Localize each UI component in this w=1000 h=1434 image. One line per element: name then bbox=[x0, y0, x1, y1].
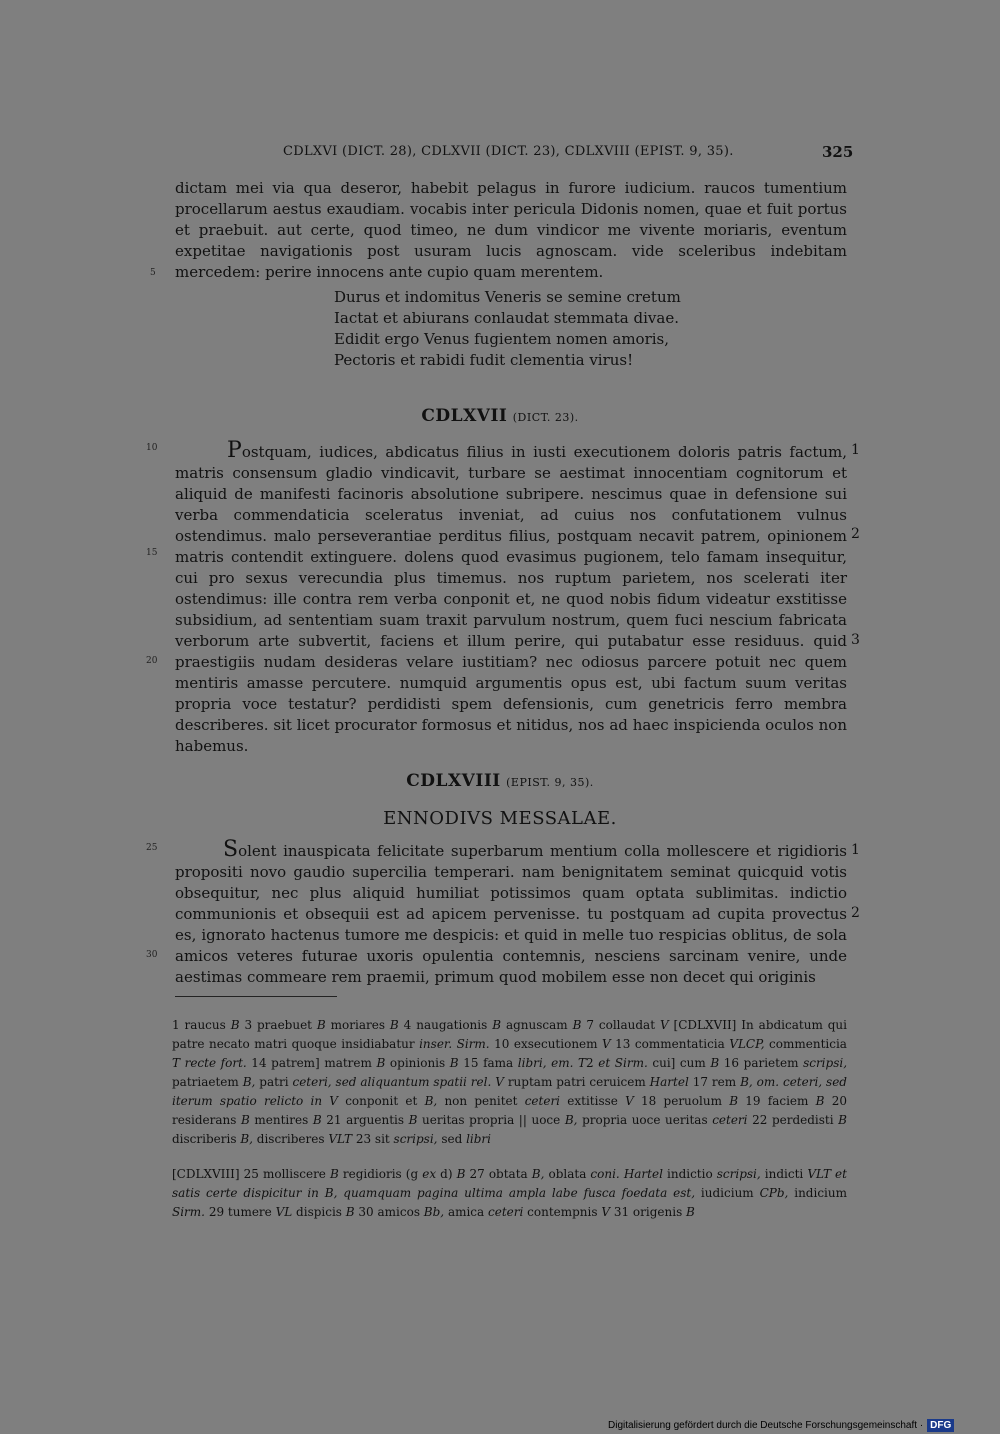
letter-title: ENNODIVS MESSALAE. bbox=[383, 808, 617, 829]
siglum: B bbox=[345, 1205, 355, 1219]
apparatus-entries bbox=[172, 1016, 847, 1149]
line-number: 25 bbox=[146, 843, 158, 853]
siglum: B bbox=[815, 1094, 825, 1108]
siglum: et Sirm. bbox=[593, 1056, 648, 1070]
note-text: propria uoce ueritas bbox=[577, 1113, 713, 1127]
siglum: CPb, bbox=[759, 1186, 789, 1200]
note-text: 29 tumere bbox=[205, 1205, 276, 1219]
credit-text: Digitalisierung gefördert durch die Deutsche Forschungsgemeinschaft · bbox=[608, 1420, 924, 1431]
siglum: ceteri bbox=[524, 1094, 561, 1108]
note-text: patri bbox=[255, 1075, 293, 1089]
paragraph-number: 1 bbox=[851, 842, 860, 858]
note-text: iudicium bbox=[695, 1186, 760, 1200]
siglum: VL bbox=[275, 1205, 293, 1219]
note-text: d) bbox=[436, 1167, 457, 1181]
siglum: B, bbox=[424, 1094, 438, 1108]
siglum: B bbox=[686, 1205, 695, 1219]
siglum: B, bbox=[531, 1167, 545, 1181]
section-heading-468 bbox=[0, 771, 1000, 791]
poem-line: Edidit ergo Venus fugientem nomen amoris, bbox=[334, 330, 670, 348]
note-text: 10 exsecutionem bbox=[489, 1037, 603, 1051]
note-text: contempnis bbox=[523, 1205, 602, 1219]
note-text: cui] cum bbox=[647, 1056, 711, 1070]
siglum: V bbox=[625, 1094, 634, 1108]
siglum: B, om. ceteri, sed iterum spatio relicto in V bbox=[172, 1075, 847, 1108]
siglum: B bbox=[838, 1113, 847, 1127]
note-text: [CDLXVIII] 25 molliscere bbox=[172, 1167, 330, 1181]
siglum: ceteri bbox=[712, 1113, 748, 1127]
note-text: regidioris (g bbox=[338, 1167, 423, 1181]
note-text: extitisse bbox=[560, 1094, 626, 1108]
note-text: patriaetem bbox=[172, 1075, 243, 1089]
siglum: B bbox=[492, 1018, 502, 1032]
line-number: 5 bbox=[150, 268, 156, 278]
note-text: [CDLXVII] In abdicatum qui patre necato matri quoque insidiabatur bbox=[172, 1018, 847, 1051]
siglum: Sirm. bbox=[172, 1205, 205, 1219]
siglum: libri, em. T bbox=[517, 1056, 587, 1070]
note-text: mentires bbox=[249, 1113, 313, 1127]
note-text: 16 parietem bbox=[719, 1056, 804, 1070]
apparatus-criticus-468 bbox=[172, 1165, 847, 1222]
siglum: B, bbox=[240, 1132, 253, 1146]
line-number: 30 bbox=[146, 950, 158, 960]
apparatus-criticus-467 bbox=[172, 1016, 847, 1149]
note-text: commenticia bbox=[764, 1037, 847, 1051]
siglum: ex bbox=[422, 1167, 437, 1181]
siglum: B bbox=[312, 1113, 322, 1127]
siglum: B bbox=[456, 1167, 466, 1181]
siglum: B, bbox=[242, 1075, 256, 1089]
note-text: indicium bbox=[788, 1186, 847, 1200]
siglum: V bbox=[602, 1037, 611, 1051]
note-text: indictio bbox=[662, 1167, 717, 1181]
siglum: V bbox=[659, 1018, 669, 1032]
note-text: oblata bbox=[544, 1167, 591, 1181]
siglum: VLT et satis certe dispicitur in B, quamquam pagina ultima ampla labe fusca foedata est, bbox=[172, 1167, 847, 1200]
note-text: 30 amicos bbox=[354, 1205, 424, 1219]
note-text: 31 origenis bbox=[610, 1205, 687, 1219]
siglum: scripsi, bbox=[393, 1132, 438, 1146]
note-text: ruptam patri ceruicem bbox=[503, 1075, 650, 1089]
note-text: conponit et bbox=[337, 1094, 425, 1108]
note-text: 19 faciem bbox=[738, 1094, 816, 1108]
siglum: coni. Hartel bbox=[590, 1167, 663, 1181]
siglum: inser. Sirm. bbox=[419, 1037, 490, 1051]
note-text: 14 patrem] matrem bbox=[246, 1056, 377, 1070]
siglum: B bbox=[729, 1094, 739, 1108]
line-number: 20 bbox=[146, 656, 158, 666]
paragraph-number: 3 bbox=[851, 632, 860, 648]
siglum: ceteri bbox=[488, 1205, 524, 1219]
note-text: 18 peruolum bbox=[633, 1094, 730, 1108]
siglum: Bb, bbox=[423, 1205, 445, 1219]
note-text: discriberes bbox=[252, 1132, 329, 1146]
siglum: B bbox=[389, 1018, 399, 1032]
section-467-text: ostquam, iudices, abdicatus filius in iusti executionem doloris patris factum, matris consensum gladio vindicavit, turbare se aestimat innocentiam cognitorum et aliquid de manifesti facinoris absolutione subripere. nescimus quae in defensione sui verba commendaticia sceleratus inveniat, ad cuius nos confutationem vulnus ostendimus. malo perseverantiae perditus filius, postquam necavit patrem, opinionem matris contendit extinguere. dolens quod evasimus pugionem, telo famam insequitur, cui pro sexus verecundia plus timemus. nos ruptum parietem, nos scelerati iter ostendimus: ille contra rem verba conponit et, ne quod nobis fidum videatur exstitisse subsidium, ad sententiam suam traxit parvulum nostrum, quem fuci nescium fabricata verborum arte subvertit, faciens et illum perire, qui putabatur esse residuus. quid praestigiis nudam desideras velare iustitiam? nec odiosus parcere potuit nec quem mentiris amasse percutere. numquid argumentis opus est, ubi factum suum veritas propria voce testatur? perdidisti spem defensionis, cum genetricis ferro membra describeres. sit licet procurator formosus et nitidus, nos ad haec inspicienda oculos non habemus. bbox=[175, 443, 847, 755]
siglum: B bbox=[408, 1113, 418, 1127]
siglum: libri bbox=[466, 1132, 492, 1146]
siglum: V bbox=[601, 1205, 611, 1219]
section-heading-467 bbox=[0, 406, 1000, 426]
note-text: indicti bbox=[760, 1167, 808, 1181]
siglum: B, bbox=[564, 1113, 578, 1127]
note-text: 2 bbox=[586, 1056, 594, 1070]
note-text: 22 perdedisti bbox=[747, 1113, 839, 1127]
poem-line: Durus et indomitus Veneris se semine cretum bbox=[334, 288, 681, 306]
footnote-rule bbox=[175, 996, 337, 997]
note-text: 7 collaudat bbox=[581, 1018, 660, 1032]
siglum: B bbox=[710, 1056, 720, 1070]
siglum: B bbox=[316, 1018, 326, 1032]
poem bbox=[334, 287, 681, 371]
siglum: B bbox=[572, 1018, 582, 1032]
note-text: 23 sit bbox=[352, 1132, 394, 1146]
section-number: CDLXVII bbox=[421, 406, 508, 426]
section-number: CDLXVIII bbox=[406, 771, 501, 791]
drop-capital: P bbox=[227, 438, 242, 463]
siglum: B bbox=[240, 1113, 250, 1127]
running-head: CDLXVI (DICT. 28), CDLXVII (DICT. 23), CDLXVIII (EPIST. 9, 35). bbox=[283, 144, 734, 159]
siglum: scripsi, bbox=[803, 1056, 848, 1070]
note-text: 1 raucus bbox=[172, 1018, 231, 1032]
note-text: 17 rem bbox=[688, 1075, 741, 1089]
page-number: 325 bbox=[822, 143, 854, 161]
note-text: amica bbox=[444, 1205, 488, 1219]
opening-prose bbox=[175, 178, 847, 283]
note-text: sed bbox=[437, 1132, 467, 1146]
siglum: VLCP, bbox=[729, 1037, 765, 1051]
section-468-body bbox=[175, 839, 847, 988]
line-number: 10 bbox=[146, 443, 158, 453]
note-text: dispicis bbox=[292, 1205, 346, 1219]
siglum: B bbox=[449, 1056, 459, 1070]
section-468-text: olent inauspicata felicitate superbarum mentium colla mollescere et rigidioris propositi novo gaudio supercilia temperari. nam benignitatem seminat quicquid votis obsequitur, nec plus aliquid humiliat potissimos quam optata sublimitas. indictio communionis et obsequii est ad apicem pervenisse. tu postquam ad cupita provectus es, ignorato hactenus tumore me despicis: et quid in melle tuo respicias oblitus, de sola amicos veteres futurae uxoris opulentia contemnis, nesciens sarcinam venire, unde aestimas commeare rem praemii, primum quod mobilem esse non decet qui originis bbox=[175, 842, 847, 986]
siglum: B bbox=[376, 1056, 386, 1070]
section-467-body bbox=[175, 440, 847, 757]
siglum: ceteri, sed aliquantum spatii rel. V bbox=[292, 1075, 504, 1089]
note-text: agnuscam bbox=[501, 1018, 573, 1032]
note-text: 21 arguentis bbox=[321, 1113, 409, 1127]
poem-line: Pectoris et rabidi fudit clementia virus! bbox=[334, 351, 634, 369]
siglum: Hartel bbox=[649, 1075, 689, 1089]
apparatus-entries bbox=[172, 1165, 847, 1222]
note-text: opinionis bbox=[385, 1056, 450, 1070]
paragraph-number: 1 bbox=[851, 442, 860, 458]
note-text: 15 fama bbox=[458, 1056, 518, 1070]
siglum: B bbox=[329, 1167, 339, 1181]
note-text: 4 naugationis bbox=[398, 1018, 493, 1032]
note-text: discriberis bbox=[172, 1132, 241, 1146]
siglum: B bbox=[230, 1018, 240, 1032]
siglum: T recte fort. bbox=[172, 1056, 247, 1070]
dfg-logo: DFG bbox=[927, 1419, 954, 1432]
drop-capital: S bbox=[223, 837, 239, 862]
digitization-credit bbox=[608, 1419, 954, 1432]
poem-line: Iactat et abiurans conlaudat stemmata divae. bbox=[334, 309, 679, 327]
note-text: non penitet bbox=[437, 1094, 525, 1108]
note-text: moriares bbox=[325, 1018, 390, 1032]
note-text: 3 praebuet bbox=[239, 1018, 317, 1032]
section-source: (EPIST. 9, 35). bbox=[506, 776, 594, 789]
paragraph-number: 2 bbox=[851, 905, 860, 921]
note-text: 13 commentaticia bbox=[610, 1037, 730, 1051]
line-number: 15 bbox=[146, 548, 158, 558]
siglum: scripsi, bbox=[716, 1167, 761, 1181]
section-source: (DICT. 23). bbox=[512, 411, 579, 424]
siglum: VLT bbox=[328, 1132, 353, 1146]
paragraph-number: 2 bbox=[851, 526, 860, 542]
note-text: ueritas propria || uoce bbox=[417, 1113, 565, 1127]
note-text: 20 residerans bbox=[172, 1094, 847, 1127]
note-text: 27 obtata bbox=[465, 1167, 532, 1181]
opening-prose-text: dictam mei via qua deseror, habebit pelagus in furore iudicium. raucos tumentium procellarum aestus exaudiam. vocabis inter pericula Didonis nomen, quae et fuit portus et praebuit. aut certe, quod timeo, ne dum vindicor me vivente moriaris, eventum expetitae navigationis post usuram lucis agnoscam. vide sceleribus indebitam mercedem: perire innocens ante cupio quam merentem. bbox=[175, 179, 847, 281]
